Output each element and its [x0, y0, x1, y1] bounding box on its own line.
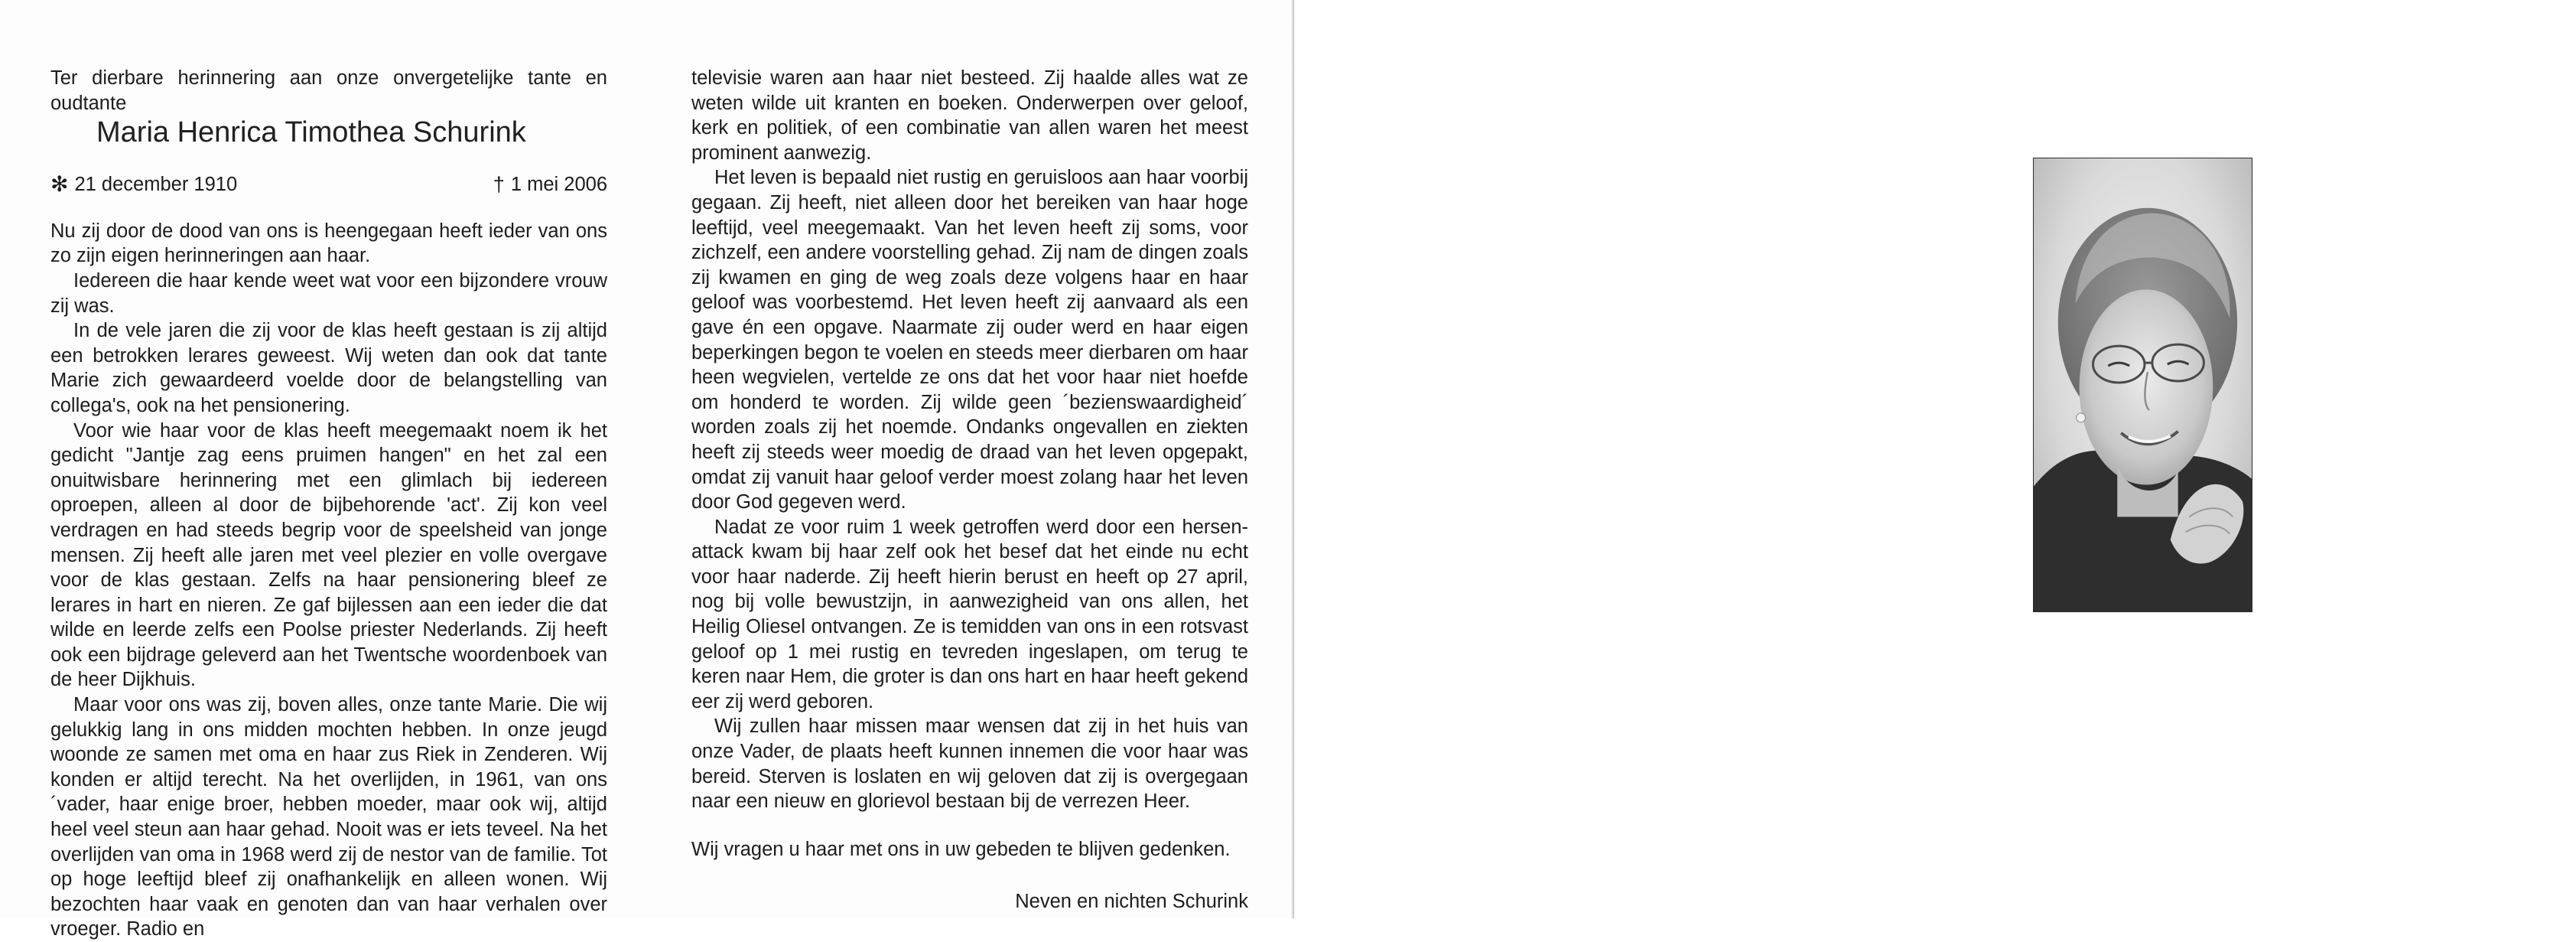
text-paragraph: Nadat ze voor ruim 1 week getroffen werd door een hersen-attack kwam bij haar zelf ook het besef dat het einde nu echt voor haar naderde. Zij heeft hierin berust en heeft op 27 april, nog bij volle bewustzijn, in aanwezigheid van ons allen, het Heilig Oliesel ontvangen. Ze is temidden van ons in een rotsvast geloof op 1 mei rustig en tevreden ingeslapen, om terug te keren naar Hem, die groter is dan ons hart en haar heeft gekend eer zij werd geboren. [691, 516, 1248, 712]
card-photo-page [1295, 0, 2576, 918]
right-text-column [691, 66, 1248, 914]
text-paragraph: Het leven is bepaald niet rustig en geruisloos aan haar voorbij gegaan. Zij heeft, niet alleen door het bereiken van haar hoge leeftijd, veel meegemaakt. Van het leven heeft zij soms, voor zichzelf, een andere voorstelling gehad. Zij nam de dingen zoals zij kwamen en ging de weg zoals deze volgens haar en haar geloof was voorbestemd. Het leven heeft zij aanvaard als een gave én een opgave. Naarmate zij ouder werd en haar eigen beperkingen begon te voelen en steeds meer dierbaren om haar heen wegvielen, vertelde ze ons dat het voor haar niet hoefde om honderd te worden. Zij wilde geen ´bezienswaardigheid´ worden zoals zij het noemde. Ondanks ongevallen en ziekten heeft zij steeds weer moedig de draad van het leven opgepakt, omdat zij vanuit haar geloof verder moest zolang haar het leven door God gegeven werd. [691, 167, 1248, 513]
text-paragraph: Voor wie haar voor de klas heeft meegemaakt noem ik het gedicht "Jantje zag eens pruimen hangen" en het zal een onuitwisbare herinnering met een glimlach bij iedereen oproepen, alleen al door de bijbehorende 'act'. Zij kon veel verdragen en had steeds begrip voor de speelsheid van jonge mensen. Zij heeft alle jaren met veel plezier en volle overgave voor de klas gestaan. Zelfs na haar pensionering bleef ze lerares in hart en nieren. Ze gaf bijlessen aan een ieder die dat wilde en leerde zelfs een Poolse priester Nederlands. Zij heeft ook een bijdrage geleverd aan het Twentsche woordenboek van de heer Dijkhuis. [50, 419, 607, 691]
text-paragraph: In de vele jaren die zij voor de klas heeft gestaan is zij altijd een betrokken lerares geweest. Wij weten dan ook dat tante Marie zich gewaardeerd voelde door de belangstelling van collega's, ook na het pensionering. [50, 320, 607, 416]
text-paragraph: Nu zij door de dood van ons is heengegaan heeft ieder van ons zo zijn eigen herinneringen aan haar. [50, 220, 607, 267]
birth-date: 21 december 1910 [74, 174, 238, 196]
life-dates [50, 172, 607, 197]
family-signature: Neven en nichten Schurink [1015, 891, 1248, 913]
text-paragraph: televisie waren aan haar niet besteed. Zij haalde alles wat ze weten wilde uit kranten en boeken. Onderwerpen over geloof, kerk en politiek, of een combinatie van allen waren het meest prominent aanwezig. [691, 67, 1248, 164]
death-cross-icon: † [493, 173, 505, 197]
portrait-photo-icon [2033, 158, 2252, 612]
dedication-line: Ter dierbare herinnering aan onze onvergetelijke tante en oudtante [50, 67, 607, 114]
closing-request: Wij vragen u haar met ons in uw gebeden te blijven gedenken. [691, 838, 1231, 860]
birth-star-icon: ✻ [50, 172, 69, 197]
portrait-illustration [2034, 158, 2252, 611]
birth-date-group [50, 172, 237, 197]
text-paragraph: Iedereen die haar kende weet wat voor een bijzondere vrouw zij was. [50, 269, 607, 317]
death-date-group [493, 172, 607, 197]
text-paragraph: Wij zullen haar missen maar wensen dat zij in het huis van onze Vader, de plaats heeft kunnen innemen die voor haar was bereid. Sterven is loslaten en wij geloven dat zij is overgegaan naar een nieuw en glorievol bestaan bij de verrezen Heer. [691, 715, 1248, 813]
text-paragraph: Maar voor ons was zij, boven alles, onze tante Marie. Die wij gelukkig lang in ons midden mochten hebben. In onze jeugd woonde ze samen met oma en haar zus Riek in Zenderen. Wij konden er altijd terecht. Na het overlijden, in 1961, van ons´vader, haar enige broer, hebben moeder, maar ook wij, altijd heel veel steun aan haar gehad. Nooit was er iets teveel. Na het overlijden van oma in 1968 werd zij de nestor van de familie. Tot op hoge leeftijd bleef zij onafhankelijk en alleen wonen. Wij bezochten haar vaak en genoten dan van haar verhalen over vroeger. Radio en [50, 694, 607, 940]
death-date: 1 mei 2006 [510, 174, 607, 196]
deceased-name: Maria Henrica Timothea Schurink [96, 116, 526, 149]
left-text-column [50, 66, 607, 942]
